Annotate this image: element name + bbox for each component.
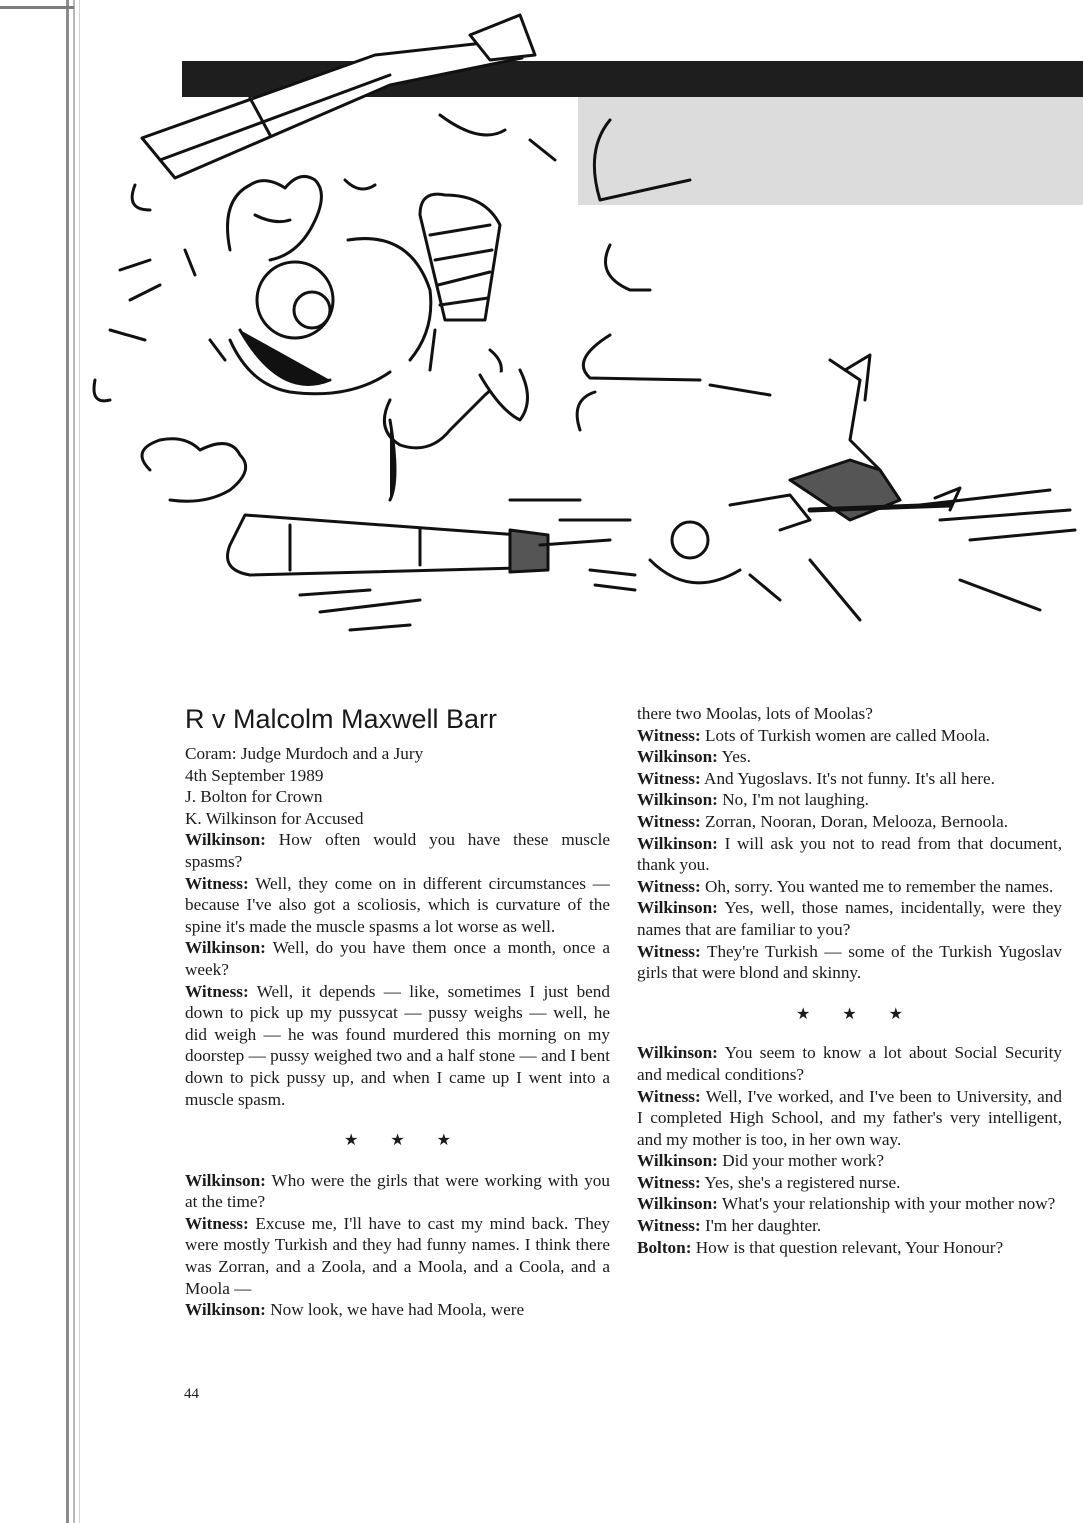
speaker-label: Wilkinson: xyxy=(637,747,718,767)
transcript-turn xyxy=(637,1193,1062,1215)
speaker-label: Witness: xyxy=(637,1086,701,1106)
turn-text: And Yugoslavs. It's not funny. It's all here. xyxy=(704,768,995,788)
speaker-label: Wilkinson: xyxy=(637,898,718,918)
turn-text: Now look, we have had Moola, were xyxy=(270,1300,525,1320)
turn-text: How is that question relevant, Your Honour? xyxy=(695,1237,1004,1257)
turn-text: there two Moolas, lots of Moolas? xyxy=(637,704,873,723)
transcript-turn xyxy=(637,1042,1062,1085)
transcript-turn xyxy=(185,829,610,872)
turn-text: Oh, sorry. You wanted me to remember the names. xyxy=(704,876,1054,896)
transcript-turn xyxy=(637,811,1062,833)
turn-text: Zorran, Nooran, Doran, Melooza, Bernoola. xyxy=(704,811,1009,831)
speaker-label: Wilkinson: xyxy=(637,1151,718,1171)
speaker-label: Witness: xyxy=(637,811,701,831)
transcript-turn xyxy=(637,789,1062,811)
transcript-turn xyxy=(637,1150,1062,1172)
transcript-turn xyxy=(185,873,610,938)
counsel-accused: K. Wilkinson for Accused xyxy=(185,808,364,828)
turn-text: Who were the girls that were working with you at the time? xyxy=(185,1170,610,1212)
turn-text: I will ask you not to read from that document, thank you. xyxy=(637,833,1062,875)
transcript-turn xyxy=(637,897,1062,940)
speaker-label: Wilkinson: xyxy=(185,830,266,850)
transcript-turn xyxy=(185,937,610,980)
binding-edge-line xyxy=(73,0,75,1523)
speaker-label: Witness: xyxy=(185,981,249,1001)
speaker-label: Wilkinson: xyxy=(637,1194,718,1214)
turn-text: They're Turkish — some of the Turkish Yugoslav girls that were blond and skinny. xyxy=(637,941,1062,983)
transcript-turn xyxy=(185,981,610,1111)
speaker-label: Wilkinson: xyxy=(637,833,718,853)
turn-text: Yes. xyxy=(721,747,751,767)
transcript-turn xyxy=(637,876,1062,898)
turn-text: Yes, she's a registered nurse. xyxy=(704,1172,901,1192)
transcript-turn xyxy=(185,1213,610,1299)
section-divider-stars: ★ ★ ★ xyxy=(343,1132,466,1150)
transcript-turn xyxy=(637,833,1062,876)
turn-text: Well, it depends — like, sometimes I just bend down to pick up my pussycat — pussy weighs — well, he did weigh — he was found murdered this morning on my doorstep — pussy weighed two and a half stone — and I bent down to pick pussy up, and when I came up I went into a muscle spasm. xyxy=(185,981,610,1109)
turn-text: No, I'm not laughing. xyxy=(722,790,869,810)
corner-rule xyxy=(0,6,74,9)
article-title: R v Malcolm Maxwell Barr xyxy=(185,704,498,734)
speaker-label: Witness: xyxy=(185,1213,249,1233)
section-divider-stars: ★ ★ ★ xyxy=(795,1005,918,1023)
speaker-label: Wilkinson: xyxy=(185,1170,266,1190)
turn-text: Yes, well, those names, incidentally, were they names that are familiar to you? xyxy=(637,898,1062,939)
right-column xyxy=(637,703,1062,1258)
transcript-turn xyxy=(637,746,1062,768)
hearing-date: 4th September 1989 xyxy=(185,765,324,785)
speaker-label: Witness: xyxy=(637,1216,701,1236)
counsel-crown: J. Bolton for Crown xyxy=(185,787,323,807)
turn-text: I'm her daughter. xyxy=(704,1216,822,1236)
speaker-label: Wilkinson: xyxy=(637,1043,718,1063)
transcript-turn xyxy=(637,941,1062,984)
speaker-label: Wilkinson: xyxy=(185,1300,266,1320)
speaker-label: Witness: xyxy=(637,876,701,896)
turn-text: Excuse me, I'll have to cast my mind back. They were mostly Turkish and they had funny names. I think there was Zorran, and a Zoola, and a Moola, and a Coola, and a Moola — xyxy=(185,1213,611,1298)
transcript-turn xyxy=(637,768,1062,790)
transcript-turn xyxy=(637,1215,1062,1237)
speaker-label: Wilkinson: xyxy=(637,790,718,810)
turn-text: Well, I've worked, and I've been to University, and I completed High School, and my father's very intelligent, and my mother is too, in her own way. xyxy=(637,1086,1062,1149)
coram-line: Coram: Judge Murdoch and a Jury xyxy=(185,744,424,763)
speaker-label: Witness: xyxy=(185,873,249,893)
transcript-turn xyxy=(637,725,1062,747)
turn-text: What's your relationship with your mother now? xyxy=(721,1194,1056,1214)
transcript-turn xyxy=(185,1299,610,1321)
transcript-turn xyxy=(637,1172,1062,1194)
transcript-turn-continued xyxy=(637,703,1062,725)
transcript-turn xyxy=(637,1086,1062,1151)
speaker-label: Witness: xyxy=(637,1172,701,1192)
binding-edge-line xyxy=(79,0,80,1523)
speaker-label: Bolton: xyxy=(637,1237,692,1257)
cartoon-illustration xyxy=(90,0,1080,660)
transcript-turn xyxy=(185,1170,610,1213)
turn-text: Well, they come on in different circumstances — because I've also got a scoliosis, which is curvature of the spine it's made the muscle spasms a lot worse as well. xyxy=(185,873,610,936)
page-number: 44 xyxy=(184,1386,199,1402)
turn-text: You seem to know a lot about Social Security and medical conditions? xyxy=(637,1043,1062,1084)
speaker-label: Wilkinson: xyxy=(185,938,266,958)
speaker-label: Witness: xyxy=(637,941,701,961)
turn-text: Lots of Turkish women are called Moola. xyxy=(704,725,990,745)
turn-text: Did your mother work? xyxy=(722,1151,885,1171)
speaker-label: Witness: xyxy=(637,768,701,788)
transcript-turn xyxy=(637,1237,1062,1259)
binding-edge-line xyxy=(66,0,69,1523)
left-column xyxy=(185,703,610,1321)
turn-text: How often would you have these muscle spasms? xyxy=(185,830,610,871)
speaker-label: Witness: xyxy=(637,725,701,745)
turn-text: Well, do you have them once a month, once a week? xyxy=(185,938,610,979)
